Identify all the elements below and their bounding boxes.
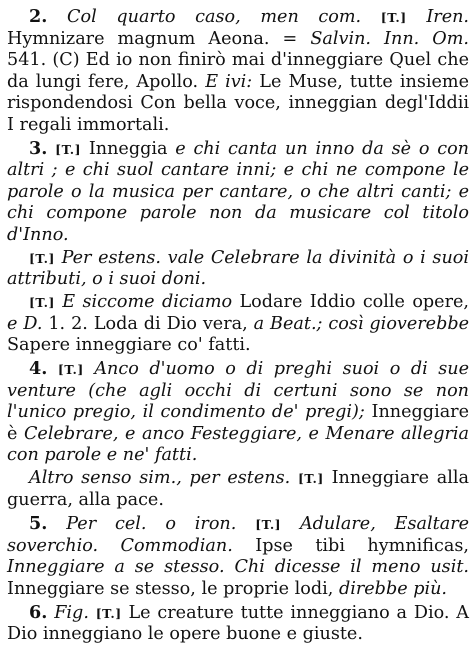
tommaseo-tag: [T.] [55,141,82,157]
headword-usage: Inneggiare è [7,402,470,444]
definition-text: Adulare, Esaltare soverchio. Commodian. [7,514,470,556]
tommaseo-tag: [T.] [29,295,55,311]
extension-paragraph [7,248,469,291]
definition-text: Celebrare, e anco Festeggiare, e Menare allegria con parole e ne' fatti. [7,423,470,466]
source-citation: Salvin. Inn. Om. [310,28,469,49]
definition-text: Anco d'uomo o di preghi suoi o di sue venture (che agli occhi di certuni sono se non l'unico pregio, il condimento de' pregi); [7,359,470,423]
sense-2-paragraph [7,6,469,136]
latin-quote: Hymnizare magnum Aeona. [7,28,270,49]
sense-4-paragraph [7,358,469,467]
source-citation: Iren. [426,7,470,27]
latin-quote: Ipse tibi hymnificas, [255,535,469,556]
definition-text: Per estens. vale Celebrare la divinità o i suoi attributi, o i suoi doni. [7,247,469,290]
sense-number: 2. [29,6,48,27]
example-quote: Inneggiare alla guerra, alla pace. [7,468,470,510]
definition-text: E siccome diciamo [62,292,233,313]
usage-paragraph [7,292,469,357]
definition-text: direbbe più. [338,578,448,599]
example-quote: Sapere inneggiare co' fatti. [7,335,251,356]
example-quote: Le Muse, tutte insieme rispondendosi Con bella voce, inneggian degl'Iddii I regali immortali. [7,71,470,135]
source-reference: E ivi: [205,71,253,92]
tommaseo-tag: [T.] [57,362,84,378]
tommaseo-tag: [T.] [297,471,324,487]
sense-number: 4. [29,358,48,380]
similar-sense-paragraph [7,468,469,511]
definition-text: Inneggiare a se stesso. Chi dicesse il meno usit. [7,557,469,578]
example-quote: Loda di Dio vera, [93,313,248,334]
example-quote: Inneggiare se stesso, le proprie lodi, [7,578,334,599]
sense-number: 3. [29,137,48,159]
equals-sign: = [282,28,298,49]
tommaseo-tag: [T.] [95,605,122,621]
definition-text: e chi canta un inno da sè o con altri ; e chi suol cantare inni; e chi ne compone le parole o la musica per cantare, o che altri canti; e chi compone parole non da musicare col titolo d'Inno. [7,138,470,245]
example-quote: Le creature tutte inneggiano a Dio. A Dio inneggiano le opere buone e giuste. [7,602,470,645]
source-citation: a Beat.; così gioverebbe [253,313,470,334]
headword: Inneggia [88,138,168,159]
sense-number: 5. [29,513,48,535]
sense-label: Fig. [54,602,89,623]
tommaseo-tag: [T.] [29,250,55,266]
sense-number: 6. [29,601,48,623]
sense-label: Per cel. o iron. [66,514,237,535]
sense-6-paragraph [7,602,469,646]
tommaseo-tag: [T.] [380,10,407,25]
sense-5-paragraph [7,513,469,600]
tommaseo-tag: [T.] [255,517,282,533]
sense-label: Col quarto caso, men com. [67,7,362,27]
citation-number: 541. [7,50,47,70]
source-citation: e D. [7,313,43,334]
example-quote: (C) Ed io non finirò mai d'inneggiare Quel che da lungi fere, Apollo. [7,50,469,92]
example-quote: Lodare Iddio colle opere, [239,292,470,313]
citation-number: 1. 2. [48,313,88,334]
sense-3-paragraph [7,138,469,247]
definition-text: Altro senso sim., per estens. [29,468,291,489]
